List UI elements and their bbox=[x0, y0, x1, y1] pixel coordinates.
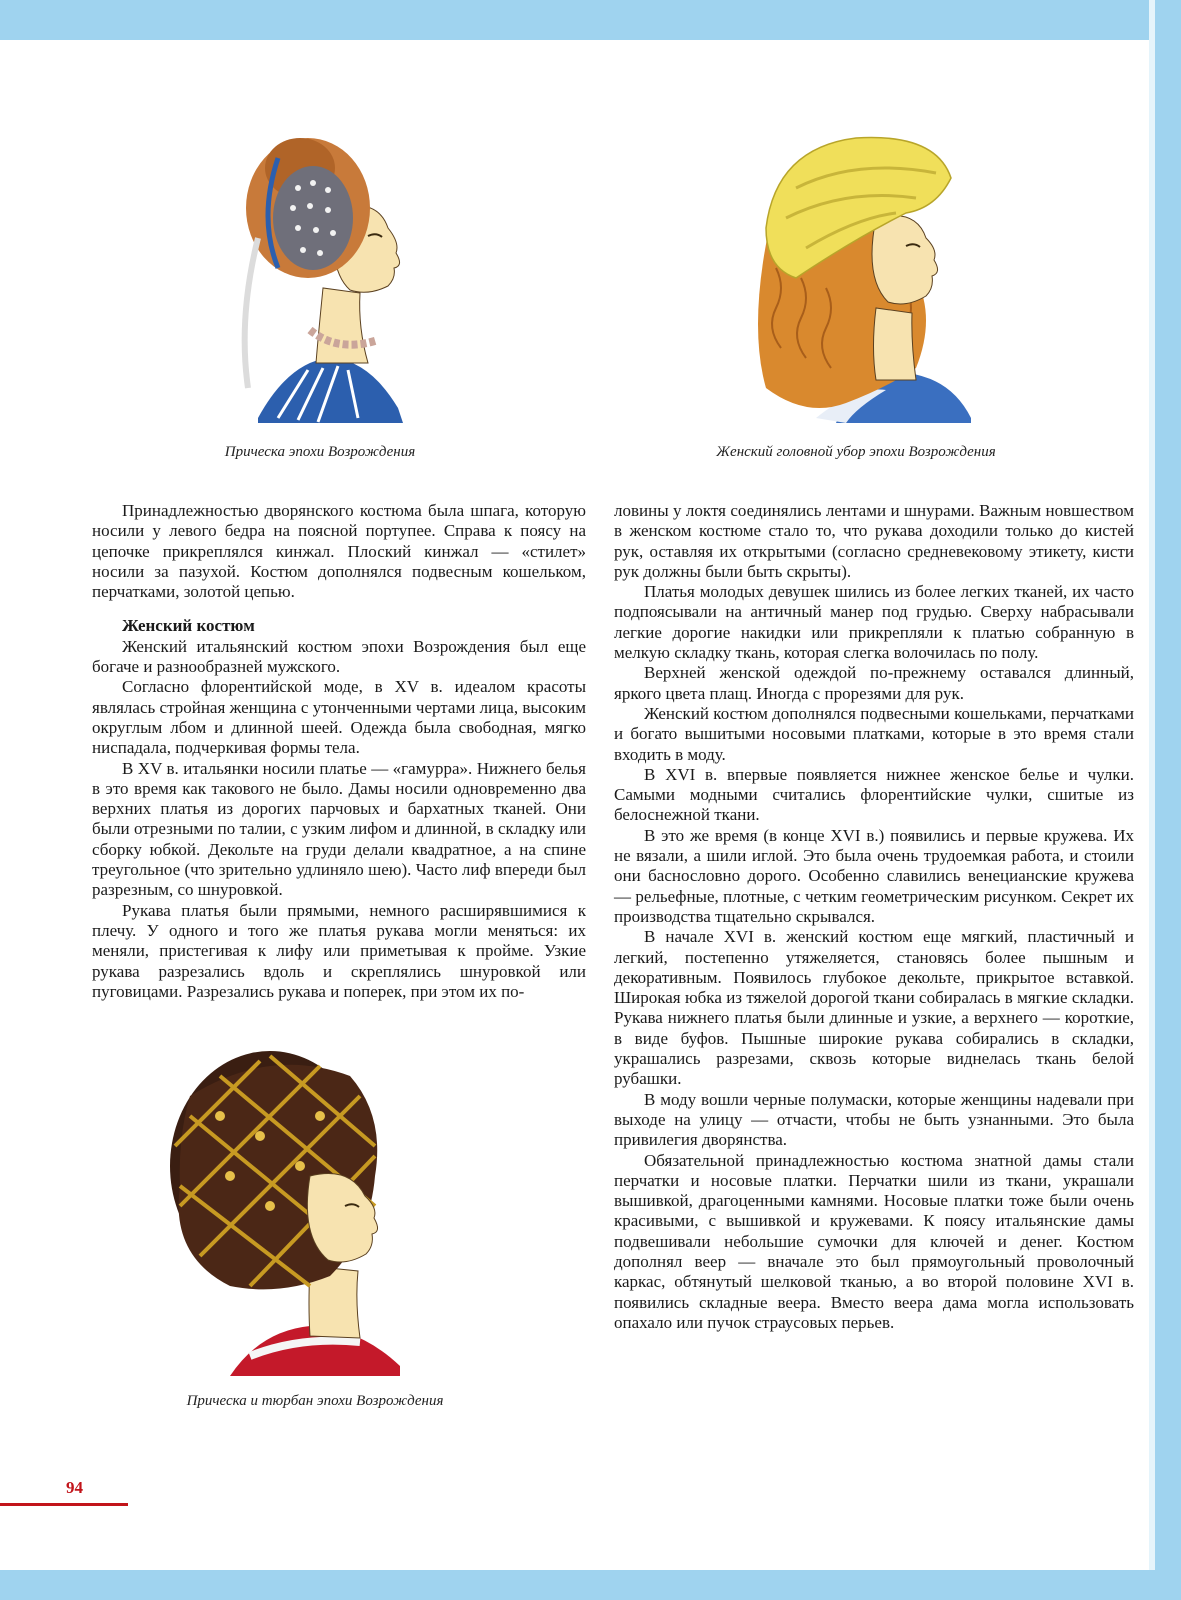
figure-headdress bbox=[736, 118, 976, 428]
paragraph: В XVI в. впервые появляется нижнее женское белье и чулки. Самыми модными считались флорентийские чулки, сшитые из белоснежной ткани. bbox=[614, 764, 1134, 825]
paragraph: ловины у локтя соединялись лентами и шнурами. Важным новшеством в женском костюме стало то, что рукава доходили только до кистей рук, оставляя их открытыми (согласно средневековому этикету, кисти рук должны были быть скрыты). bbox=[614, 501, 1134, 581]
figure-caption-turban: Прическа и тюрбан эпохи Возрождения bbox=[186, 1393, 444, 1409]
paragraph: В XV в. итальянки носили платье — «гамурра». Нижнего белья в это время как такового не было. Дамы носили одновременно два верхних платья из дорогих парчовых и бархатных тканей. Они были отрезными по талии, с узким лифом и длинной, в складку или сборку юбкой. Декольте на груди делали квадратное, а на спине треугольное (что зрительно удлиняло шею). Часто лиф впереди был разрезным, со шнуровкой. bbox=[92, 758, 586, 900]
paragraph: Женский итальянский костюм эпохи Возрождения был еще богаче и разнообразней мужского. bbox=[92, 636, 586, 677]
figure-hairstyle bbox=[218, 118, 428, 428]
bottom-color-band bbox=[0, 1570, 1181, 1600]
top-color-band bbox=[0, 0, 1181, 40]
section-heading: Женский костюм bbox=[122, 616, 255, 636]
right-text-column bbox=[614, 501, 1134, 1333]
paragraph: В это же время (в конце XVI в.) появились и первые кружева. Их не вязали, а шили иглой. Это была очень трудоемкая работа, и стоили они баснословно дорого. Особенно славились венецианские кружева — рельефные, плотные, с четким геометрическим рисунком. Секрет их производства тщательно скрывался. bbox=[614, 825, 1134, 926]
page-number-rule bbox=[0, 1503, 128, 1506]
right-color-band bbox=[1155, 0, 1181, 1600]
paragraph: Платья молодых девушек шились из более легких тканей, их часто подпоясывали на античный манер под грудью. Сверху набрасывали легкие дорогие накидки или прикрепляли к платью собранную в мелкую складку ткань, которая слегка волочилась по полу. bbox=[614, 582, 1134, 663]
left-text-column bbox=[92, 501, 586, 1002]
paragraph: Согласно флорентийской моде, в XV в. идеалом красоты являлась стройная женщина с утонченными чертами лица, высоким округлым лбом и длинной шеей. Одежда была свободная, мягко ниспадала, подчеркивая формы тела. bbox=[92, 677, 586, 758]
figure-caption-headdress: Женский головной убор эпохи Возрождения bbox=[716, 444, 996, 460]
paragraph: Принадлежностью дворянского костюма была шпага, которую носили у левого бедра на поясной портупее. Справа к поясу на цепочке прикреплялся кинжал. Плоский кинжал — «стилет» носили за пазухой. Костюм дополнялся подвесным кошельком, перчатками, золотой цепью. bbox=[92, 501, 586, 602]
hairstyle-illustration bbox=[218, 118, 428, 428]
paragraph: Верхней женской одеждой по-прежнему оставался длинный, яркого цвета плащ. Иногда с прорезями для рук. bbox=[614, 663, 1134, 703]
turban-illustration bbox=[160, 1036, 430, 1376]
paragraph: Женский костюм дополнялся подвесными кошельками, перчатками и богато вышитыми носовыми платками, которые в это время стали входить в моду. bbox=[614, 703, 1134, 764]
paragraph: В моду вошли черные полумаски, которые женщины надевали при выходе на улицу — отчасти, чтобы не быть узнанными. Это была привилегия дворянства. bbox=[614, 1089, 1134, 1150]
paragraph: Обязательной принадлежностью костюма знатной дамы стали перчатки и носовые платки. Перчатки шили из ткани, украшали вышивкой, драгоценными камнями. Носовые платки тоже были очень красивыми, с вышивкой и кружевами. К поясу итальянские дамы подвешивали небольшие сумочки для ключей и денег. Костюм дополнял веер — вначале это был прямоугольный проволочный каркас, обтянутый шелковой тканью, а во второй половине XVI в. появились складные веера. Вместо веера дама могла использовать опахало или пучок страусовых перьев. bbox=[614, 1150, 1134, 1332]
paragraph: В начале XVI в. женский костюм еще мягкий, пластичный и легкий, постепенно утяжеляется, становясь более пышным и декоративным. Появилось глубокое декольте, прикрытое вставкой. Широкая юбка из тяжелой дорогой ткани собиралась в мягкие складки. Рукава нижнего платья были длинные и узкие, а верхнего — короткие, в виде буфов. Пышные широкие рукава собирались в складки, украшались разрезами, сквозь которые виднелась ткань белой рубашки. bbox=[614, 927, 1134, 1089]
paragraph: Рукава платья были прямыми, немного расширявшимися к плечу. У одного и того же платья рукава могли меняться: их меняли, пристегивая к лифу или приметывая к пройме. Узкие рукава разрезались вдоль и скреплялись шнуровкой или пуговицами. Разрезались рукава и поперек, при этом их по- bbox=[92, 900, 586, 1001]
figure-caption-hairstyle: Прическа эпохи Возрождения bbox=[224, 444, 416, 460]
page-number: 94 bbox=[66, 1478, 83, 1497]
headdress-illustration bbox=[736, 118, 976, 428]
figure-turban bbox=[160, 1036, 430, 1376]
